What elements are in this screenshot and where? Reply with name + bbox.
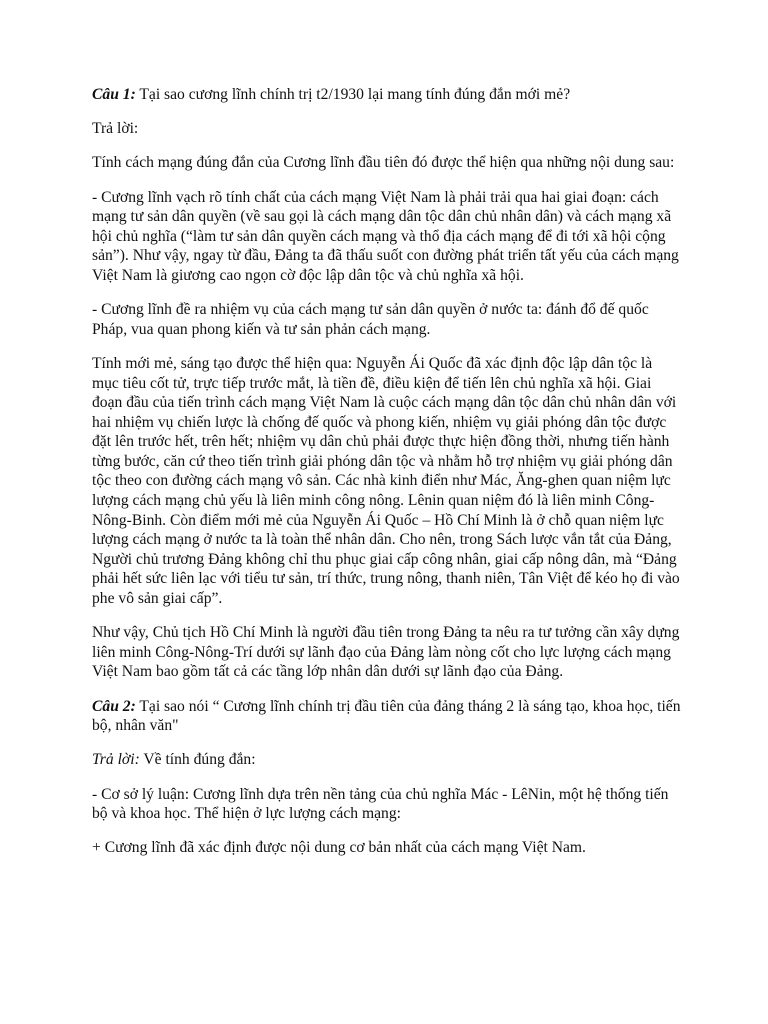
paragraph-5: Như vậy, Chủ tịch Hồ Chí Minh là người đầu tiên trong Đảng ta nêu ra tư tưởng cần xây dựng liên minh Công-Nông-Trí dưới sự lãnh đạo của Đảng làm nòng cốt cho lực lượng cách mạng Việt Nam bao gồm tất cả các tầng lớp nhân dân dưới sự lãnh đạo của Đảng. bbox=[92, 624, 680, 681]
paragraph-6: - Cơ sở lý luận: Cương lĩnh dựa trên nền tảng của chủ nghĩa Mác - LêNin, một hệ thống tiến bộ và khoa học. Thể hiện ở lực lượng cách mạng: bbox=[92, 785, 669, 823]
answer-2-label: Trả lời: bbox=[92, 751, 140, 769]
document-page bbox=[92, 85, 682, 873]
answer-2-text: Về tính đúng đắn: bbox=[139, 751, 256, 769]
paragraph-7: + Cương lĩnh đã xác định được nội dung cơ bản nhất của cách mạng Việt Nam. bbox=[92, 839, 586, 857]
paragraph-4: Tính mới mẻ, sáng tạo được thể hiện qua: Nguyễn Ái Quốc đã xác định độc lập dân tộc là mục tiêu cốt tử, trực tiếp trước mắt, là tiền đề, điều kiện để tiến lên chủ nghĩa xã hội. Giai đoạn đầu của tiến trình cách mạng Việt Nam là cuộc cách mạng dân tộc dân chủ nhân dân với hai nhiệm vụ chiến lược là chống đế quốc và phong kiến, nhiệm vụ giải phóng dân tộc được đặt lên trước hết, trên hết; nhiệm vụ dân chủ phải được thực hiện đồng thời, nhưng tiến hành từng bước, căn cứ theo tiến trình giải phóng dân tộc và nhằm hỗ trợ nhiệm vụ giải phóng dân tộc theo con đường cách mạng vô sản. Các nhà kinh điển như Mác, Ăng-ghen quan niệm lực lượng cách mạng chủ yếu là liên minh công nông. Lênin quan niệm đó là liên minh Công-Nông-Binh. Còn điểm mới mẻ của Nguyễn Ái Quốc – Hồ Chí Minh là ở chỗ quan niệm lực lượng cách mạng ở nước ta là toàn thể nhân dân. Cho nên, trong Sách lược vắn tắt của Đảng, Người chủ trương Đảng không chỉ thu phục giai cấp công nhân, giai cấp nông dân, mà “Đảng phải hết sức liên lạc với tiểu tư sản, trí thức, trung nông, thanh niên, Tân Việt để kéo họ đi vào phe vô sản giai cấp”. bbox=[92, 354, 680, 608]
question-2 bbox=[92, 697, 682, 736]
question-2-text: Tại sao nói “ Cương lĩnh chính trị đầu tiên của đảng tháng 2 là sáng tạo, khoa học, tiến bộ, nhân văn" bbox=[92, 697, 681, 735]
question-1-text: Tại sao cương lĩnh chính trị t2/1930 lại mang tính đúng đắn mới mẻ? bbox=[135, 86, 571, 103]
question-1-label: Câu 1: bbox=[92, 86, 136, 103]
paragraph-3: - Cương lĩnh đề ra nhiệm vụ của cách mạng tư sản dân quyền ở nước ta: đánh đổ đế quốc Pháp, vua quan phong kiến và tư sản phản cách mạng. bbox=[92, 301, 649, 338]
paragraph-1: Tính cách mạng đúng đắn của Cương lĩnh đầu tiên đó được thể hiện qua những nội dung sau: bbox=[92, 154, 675, 172]
paragraph-2: - Cương lĩnh vạch rõ tính chất của cách mạng Việt Nam là phải trải qua hai giai đoạn: cách mạng tư sản dân quyền (về sau gọi là cách mạng dân tộc dân chủ nhân dân) và cách mạng xã hội chủ nghĩa (“làm tư sản dân quyền cách mạng và thổ địa cách mạng để đi tới xã hội cộng sản”). Như vậy, ngay từ đầu, Đảng ta đã thấu suốt con đường phát triển tất yếu của cách mạng Việt Nam là giương cao ngọn cờ độc lập dân tộc và chủ nghĩa xã hội. bbox=[92, 188, 679, 284]
question-2-label: Câu 2: bbox=[92, 697, 136, 715]
answer-2 bbox=[92, 750, 682, 770]
answer-1-label: Trả lời: bbox=[92, 120, 139, 138]
question-1 bbox=[92, 85, 682, 105]
